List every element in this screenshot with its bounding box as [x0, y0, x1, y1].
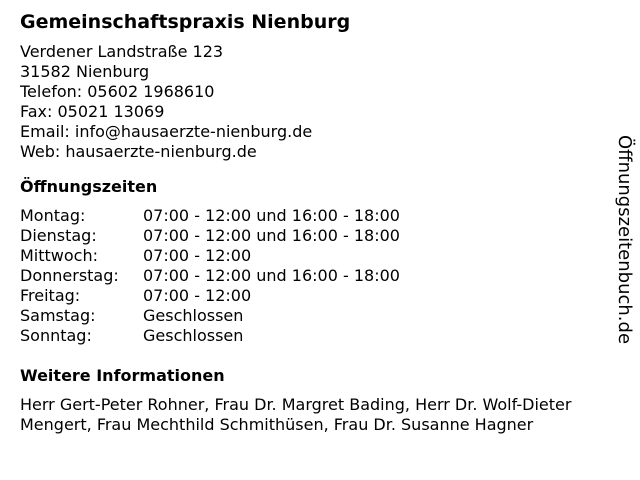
address-block [20, 42, 610, 162]
hours-row-monday [20, 206, 610, 226]
hours-value: 07:00 - 12:00 [143, 286, 252, 305]
email-line: Email: info@hausaerzte-nienburg.de [20, 122, 313, 141]
phone-line: Telefon: 05602 1968610 [20, 82, 215, 101]
hours-value: 07:00 - 12:00 und 16:00 - 18:00 [143, 206, 400, 225]
practice-name: Gemeinschaftspraxis Nienburg [20, 11, 351, 33]
brand-watermark: Öffnungszeitenbuch.de [614, 135, 635, 345]
more-info-text: Herr Gert-Peter Rohner, Frau Dr. Margret Bading, Herr Dr. Wolf-Dieter Mengert, Frau Mechthild Schmithüsen, Frau Dr. Susanne Hagner [20, 395, 572, 434]
hours-value: 07:00 - 12:00 und 16:00 - 18:00 [143, 266, 400, 285]
hours-row-sunday [20, 326, 610, 346]
practice-card [20, 10, 610, 435]
city-line: 31582 Nienburg [20, 62, 150, 81]
more-info-heading: Weitere Informationen [20, 366, 225, 385]
day-label: Donnerstag: [20, 266, 119, 285]
hours-value: Geschlossen [143, 306, 244, 325]
hours-value: 07:00 - 12:00 und 16:00 - 18:00 [143, 226, 400, 245]
hours-row-friday [20, 286, 610, 306]
street-line: Verdener Landstraße 123 [20, 42, 224, 61]
day-label: Mittwoch: [20, 246, 98, 265]
day-label: Sonntag: [20, 326, 92, 345]
hours-row-wednesday [20, 246, 610, 266]
fax-line: Fax: 05021 13069 [20, 102, 165, 121]
hours-row-saturday [20, 306, 610, 326]
hours-value: Geschlossen [143, 326, 244, 345]
web-line: Web: hausaerzte-nienburg.de [20, 142, 257, 161]
hours-row-tuesday [20, 226, 610, 246]
day-label: Samstag: [20, 306, 96, 325]
opening-hours-heading: Öffnungszeiten [20, 177, 158, 196]
hours-value: 07:00 - 12:00 [143, 246, 252, 265]
day-label: Montag: [20, 206, 86, 225]
day-label: Dienstag: [20, 226, 97, 245]
day-label: Freitag: [20, 286, 81, 305]
hours-row-thursday [20, 266, 610, 286]
opening-hours-table [20, 206, 610, 346]
